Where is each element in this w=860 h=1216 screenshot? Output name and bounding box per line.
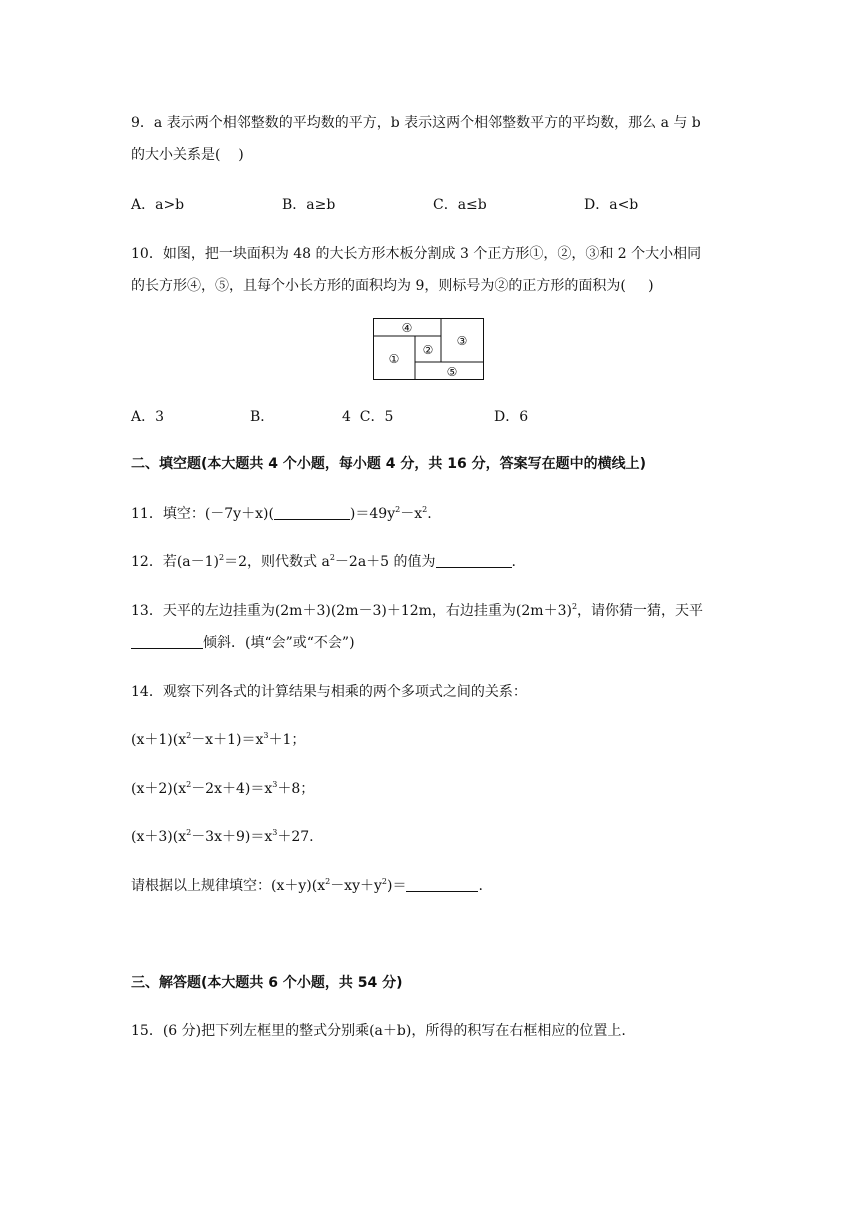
q15-line1: 15．(6 分)把下列左框里的整式分别乘(a＋b)，所得的积写在右框相应的位置上. bbox=[131, 1023, 626, 1039]
q13-line1: 13．天平的左边挂重为(2m＋3)(2m－3)＋12m，右边挂重为$(2m+3)^2$，请你猜一猜，天平 bbox=[131, 602, 704, 619]
q13-blank bbox=[131, 634, 203, 649]
label-square-2: ② bbox=[422, 343, 434, 357]
label-square-3: ③ bbox=[456, 334, 468, 348]
section3-heading: 三、解答题(本大题共 6 个小题，共 54 分) bbox=[131, 975, 403, 991]
q10-option-b: B． bbox=[250, 409, 275, 425]
q9-line1: 9．a 表示两个相邻整数的平均数的平方，b 表示这两个相邻整数平方的平均数，那么 a 与 b bbox=[131, 115, 701, 131]
q14-eq1: $(x+1)(x^2-x+1)=x^3+1$； bbox=[131, 731, 306, 748]
q10-option-a: A．3 bbox=[131, 409, 165, 425]
q9-option-b: B．a≥b bbox=[282, 197, 336, 213]
q11-line: 11．填空：(－7y＋x)( )$=49y^2-x^2$. bbox=[131, 505, 432, 522]
q12-line: 12．若$(a-1)^2=2$，则代数式 $a^2-2a+5$ 的值为 . bbox=[131, 553, 516, 570]
section2-heading: 二、填空题(本大题共 4 个小题，每小题 4 分，共 16 分，答案写在题中的横线上) bbox=[131, 456, 647, 472]
q9-option-c: C．a≤b bbox=[433, 197, 487, 213]
q14-fill-line: 请根据以上规律填空：$(x+y)(x^2-xy+y^2)=$ . bbox=[131, 877, 483, 894]
q14-eq3: $(x+3)(x^2-3x+9)=x^3+27$. bbox=[131, 828, 314, 845]
q14-line1: 14．观察下列各式的计算结果与相乘的两个多项式之间的关系： bbox=[131, 684, 527, 700]
q10-line1: 10．如图，把一块面积为 48 的大长方形木板分割成 3 个正方形①，②，③和 2 个大小相同 bbox=[131, 246, 702, 262]
q9-line2: 的大小关系是( ) bbox=[131, 147, 244, 163]
q9-option-a: A．a>b bbox=[131, 197, 185, 213]
q10-line2: 的长方形④，⑤，且每个小长方形的面积均为 9，则标号为②的正方形的面积为( ) bbox=[131, 278, 654, 294]
q14-blank bbox=[406, 877, 478, 892]
q10-option-d: D．6 bbox=[494, 409, 529, 425]
q12-blank bbox=[436, 553, 512, 568]
q13-line2: 倾斜．(填“会”或“不会”) bbox=[131, 634, 355, 652]
label-square-1: ① bbox=[388, 352, 400, 366]
label-rect-4: ④ bbox=[401, 321, 413, 335]
rectangle-figure bbox=[373, 318, 484, 380]
q14-eq2: $(x+2)(x^2-2x+4)=x^3+8$； bbox=[131, 780, 315, 797]
label-rect-5: ⑤ bbox=[446, 365, 458, 379]
q11-blank bbox=[274, 505, 350, 520]
q10-option-c: 4 C．5 bbox=[342, 409, 394, 425]
q9-option-d: D．a<b bbox=[584, 197, 639, 213]
